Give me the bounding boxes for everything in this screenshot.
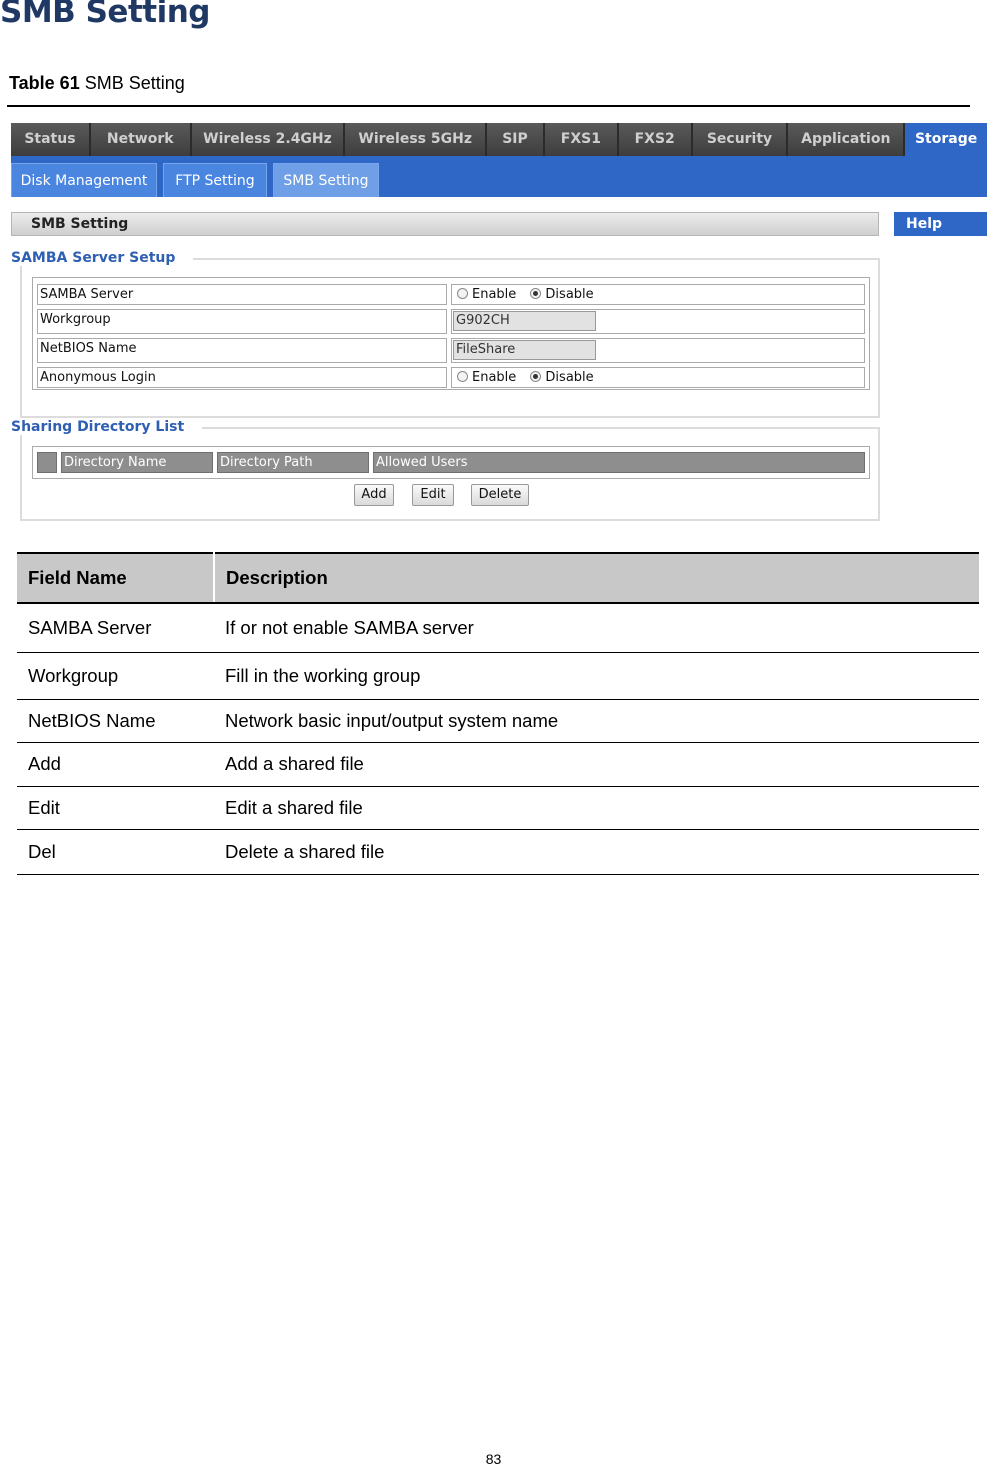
- field-name-cell: Del: [17, 829, 214, 874]
- workgroup-cell: [451, 309, 865, 334]
- field-description-table: [17, 552, 979, 875]
- samba-server-label: SAMBA Server: [37, 284, 447, 305]
- tab-network[interactable]: Network: [91, 123, 192, 156]
- sharing-fieldset: [20, 427, 880, 521]
- samba-disable-radio[interactable]: [530, 288, 541, 299]
- table-row: [17, 742, 979, 786]
- description-cell: Edit a shared file: [214, 786, 979, 829]
- workgroup-row: [37, 309, 865, 334]
- select-all-header[interactable]: [37, 452, 57, 473]
- page-title: SMB Setting: [0, 0, 210, 30]
- samba-server-radios: [451, 284, 865, 305]
- router-ui-screenshot: [11, 123, 987, 523]
- field-name-cell: Add: [17, 742, 214, 786]
- table-header-row: [17, 553, 979, 603]
- tab-security[interactable]: Security: [693, 123, 789, 156]
- table-row: [17, 786, 979, 829]
- table-row: [17, 699, 979, 742]
- sharing-table: [32, 446, 870, 479]
- help-button[interactable]: Help: [894, 212, 987, 236]
- field-name-cell: SAMBA Server: [17, 603, 214, 652]
- subtab-smb-setting[interactable]: SMB Setting: [273, 163, 379, 197]
- sharing-legend: Sharing Directory List: [11, 419, 202, 435]
- workgroup-label: Workgroup: [37, 309, 447, 334]
- field-name-header: Field Name: [17, 553, 214, 603]
- field-name-cell: Edit: [17, 786, 214, 829]
- tab-wireless-24[interactable]: Wireless 2.4GHz: [192, 123, 346, 156]
- caption-text: SMB Setting: [84, 73, 185, 93]
- top-nav: [11, 123, 987, 156]
- add-button[interactable]: Add: [354, 484, 394, 506]
- description-cell: Delete a shared file: [214, 829, 979, 874]
- anonymous-enable-radio[interactable]: [457, 371, 468, 382]
- tab-sip[interactable]: SIP: [487, 123, 545, 156]
- tab-application[interactable]: Application: [788, 123, 905, 156]
- table-caption: [9, 73, 185, 94]
- page-number: 83: [485, 1451, 502, 1467]
- samba-enable-radio[interactable]: [457, 288, 468, 299]
- description-cell: Fill in the working group: [214, 652, 979, 699]
- netbios-row: [37, 338, 865, 363]
- description-header: Description: [214, 553, 979, 603]
- caption-label: Table 61: [9, 73, 80, 93]
- table-row: [17, 603, 979, 652]
- samba-setup-table: [32, 277, 870, 390]
- allowed-users-header: Allowed Users: [373, 452, 865, 473]
- samba-server-row: [37, 284, 865, 305]
- anonymous-disable-label: Disable: [545, 370, 594, 385]
- netbios-label: NetBIOS Name: [37, 338, 447, 363]
- tab-fxs1[interactable]: FXS1: [545, 123, 619, 156]
- section-title-bar: SMB Setting: [11, 212, 879, 236]
- samba-setup-legend: SAMBA Server Setup: [11, 250, 193, 266]
- tab-storage[interactable]: Storage: [905, 123, 987, 156]
- field-name-cell: NetBIOS Name: [17, 699, 214, 742]
- directory-name-header: Directory Name: [61, 452, 213, 473]
- subtab-ftp-setting[interactable]: FTP Setting: [163, 163, 267, 197]
- table-row: [17, 829, 979, 874]
- anonymous-row: [37, 367, 865, 388]
- tab-wireless-5[interactable]: Wireless 5GHz: [345, 123, 487, 156]
- tab-fxs2[interactable]: FXS2: [619, 123, 693, 156]
- caption-rule: [7, 105, 970, 107]
- workgroup-input[interactable]: G902CH: [453, 311, 596, 331]
- netbios-cell: [451, 338, 865, 363]
- samba-setup-fieldset: [20, 258, 880, 418]
- samba-disable-label: Disable: [545, 287, 594, 302]
- tab-status[interactable]: Status: [11, 123, 91, 156]
- anonymous-enable-label: Enable: [472, 370, 517, 385]
- edit-button[interactable]: Edit: [412, 484, 454, 506]
- description-cell: Network basic input/output system name: [214, 699, 979, 742]
- field-name-cell: Workgroup: [17, 652, 214, 699]
- anonymous-label: Anonymous Login: [37, 367, 447, 388]
- delete-button[interactable]: Delete: [471, 484, 529, 506]
- anonymous-disable-radio[interactable]: [530, 371, 541, 382]
- sub-nav: [11, 156, 987, 197]
- samba-enable-label: Enable: [472, 287, 517, 302]
- table-row: [17, 652, 979, 699]
- directory-path-header: Directory Path: [217, 452, 369, 473]
- subtab-disk-management[interactable]: Disk Management: [11, 163, 157, 197]
- description-cell: If or not enable SAMBA server: [214, 603, 979, 652]
- anonymous-radios: [451, 367, 865, 388]
- description-cell: Add a shared file: [214, 742, 979, 786]
- netbios-input[interactable]: FileShare: [453, 340, 596, 360]
